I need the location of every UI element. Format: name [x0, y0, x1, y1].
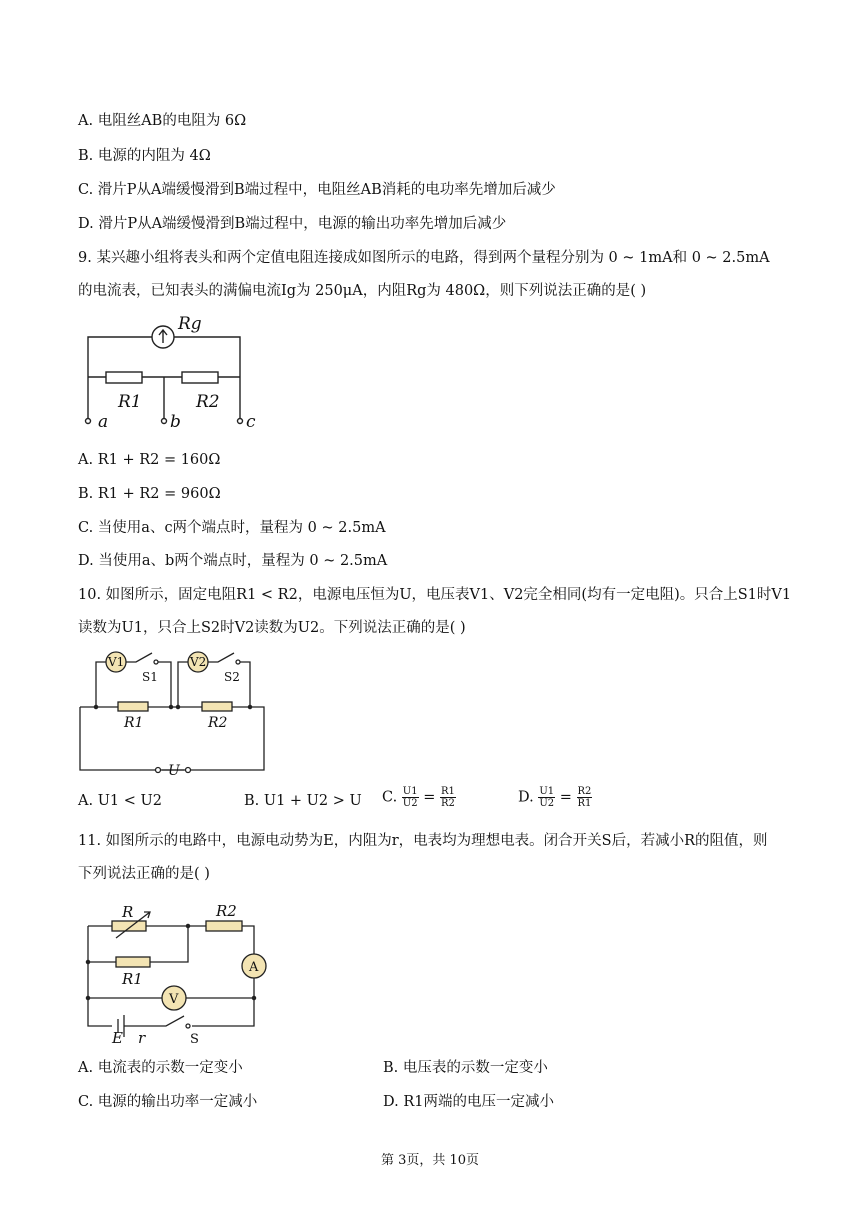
q10-fig-label-v2: V2: [190, 655, 207, 669]
q10-stem-line-1: 10. 如图所示，固定电阻R1 < R2，电源电压恒为U，电压表V1、V2完全相同(均有一定电阻)。只合上S1时V1: [78, 587, 792, 603]
q9-option-d: D. 当使用a、b两个端点时，量程为 0 ~ 2.5mA: [78, 553, 388, 569]
q9-option-a: A. R1 + R2 = 160Ω: [78, 452, 221, 468]
q9-fig-label-c: c: [246, 412, 256, 432]
q11-fig-label-ammeter: A: [249, 960, 259, 975]
q9-stem-line-1: 9. 某兴趣小组将表头和两个定值电阻连接成如图所示的电路，得到两个量程分别为 0 ~ 1mA和 0 ~ 2.5mA: [78, 250, 770, 266]
q8-option-d: D. 滑片P从A端缓慢滑到B端过程中，电源的输出功率先增加后减少: [78, 216, 507, 232]
q11-fig-label-r1: R1: [122, 970, 143, 988]
q10-option-c-left-fraction: $\frac{U1}{U2}$: [402, 786, 418, 809]
q11-stem-line-1: 11. 如图所示的电路中，电源电动势为E，内阻为r，电表均为理想电表。闭合开关S后，若减小R的阻值，则: [78, 833, 768, 849]
q10-fig-label-r2: R2: [208, 715, 228, 731]
q10-fig-label-s2: S2: [224, 670, 240, 684]
q10-fig-label-v1: V1: [108, 655, 125, 669]
q9-option-c: C. 当使用a、c两个端点时，量程为 0 ~ 2.5mA: [78, 520, 386, 536]
q11-fig-label-r2: R2: [216, 902, 237, 920]
q11-fig-label-small-r: r: [138, 1029, 146, 1047]
q9-stem-line-2: 的电流表，已知表头的满偏电流Ig为 250μA，内阻Rg为 480Ω，则下列说法正确的是( ): [78, 283, 647, 299]
q11-option-a: A. 电流表的示数一定变小: [78, 1060, 243, 1076]
q11-circuit-diagram: [78, 898, 278, 1047]
q10-circuit-diagram: [78, 645, 278, 780]
q10-option-d-prefix: D.: [518, 789, 534, 806]
q9-fig-label-rg: Rg: [178, 314, 202, 334]
q10-option-c: C. $\frac{U1}{U2}$ = $\frac{R1}{R2}$: [382, 786, 455, 809]
q11-fig-label-e: E: [112, 1029, 123, 1047]
q10-fig-label-r1: R1: [124, 715, 144, 731]
q10-fig-label-s1: S1: [142, 670, 158, 684]
q11-fig-label-s: S: [190, 1032, 199, 1047]
q10-option-c-prefix: C.: [382, 789, 398, 806]
q9-fig-label-a: a: [98, 412, 109, 432]
q11-option-c: C. 电源的输出功率一定减小: [78, 1094, 258, 1110]
q9-fig-label-b: b: [170, 412, 181, 432]
q8-option-b: B. 电源的内阻为 4Ω: [78, 148, 211, 164]
q10-option-a: A. U1 < U2: [78, 793, 162, 809]
q11-fig-label-r: R: [122, 903, 134, 921]
q8-option-a: A. 电阻丝AB的电阻为 6Ω: [78, 113, 247, 129]
q10-option-d: D. $\frac{U1}{U2}$ = $\frac{R2}{R1}$: [518, 786, 592, 809]
q10-stem-line-2: 读数为U1，只合上S2时V2读数为U2。下列说法正确的是( ): [78, 620, 466, 636]
page-footer: 第 3页，共 10页: [380, 1153, 480, 1168]
q10-option-b: B. U1 + U2 > U: [244, 793, 362, 809]
q11-fig-label-voltmeter: V: [169, 992, 179, 1007]
q11-stem-line-2: 下列说法正确的是( ): [78, 866, 210, 882]
q9-option-b: B. R1 + R2 = 960Ω: [78, 486, 221, 502]
q11-option-d: D. R1两端的电压一定减小: [383, 1094, 554, 1110]
q9-circuit-diagram: [78, 312, 278, 437]
q9-fig-label-r1: R1: [118, 392, 142, 412]
q10-option-d-right-fraction: $\frac{R2}{R1}$: [577, 786, 592, 809]
q9-fig-label-r2: R2: [196, 392, 220, 412]
q8-option-c: C. 滑片P从A端缓慢滑到B端过程中，电阻丝AB消耗的电功率先增加后减少: [78, 182, 556, 198]
q10-option-d-left-fraction: $\frac{U1}{U2}$: [539, 786, 555, 809]
q10-option-c-right-fraction: $\frac{R1}{R2}$: [440, 786, 455, 809]
q10-fig-label-u: U: [168, 763, 180, 779]
q11-option-b: B. 电压表的示数一定变小: [383, 1060, 548, 1076]
